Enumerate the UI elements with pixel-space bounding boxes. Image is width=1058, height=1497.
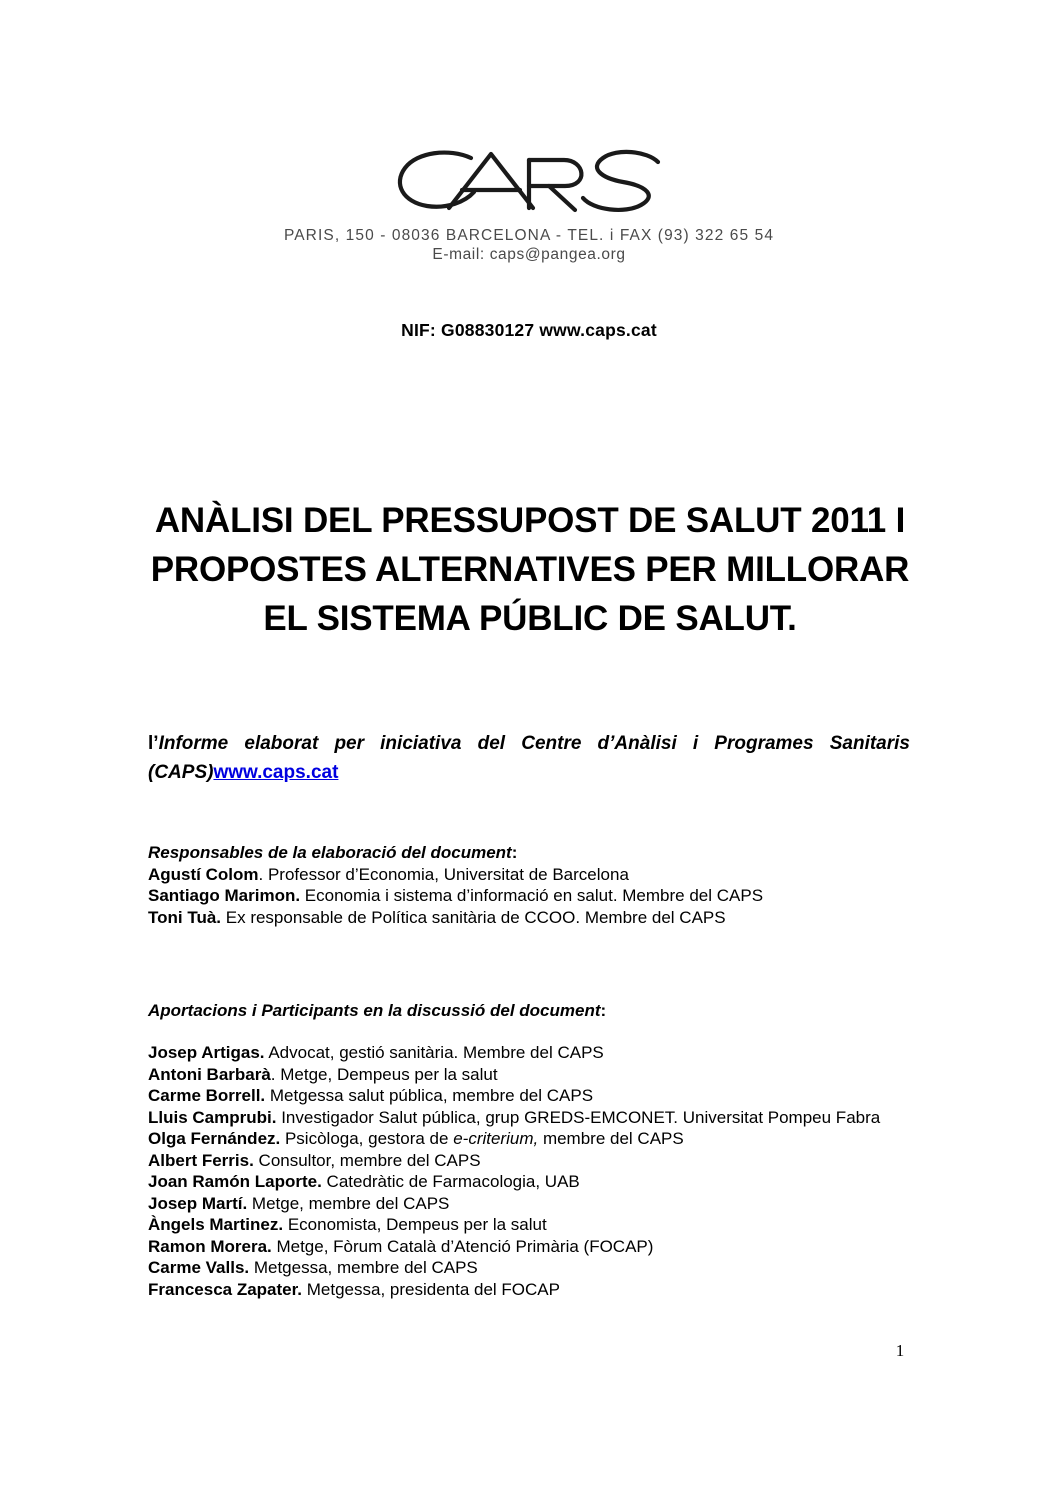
address-line-1: PARIS, 150 - 08036 BARCELONA - TEL. i FAX (93) 322 65 54 — [283, 227, 775, 244]
page-number: 1 — [895, 1341, 905, 1360]
list-item — [148, 1107, 928, 1129]
person-name: Olga Fernández. — [148, 1129, 281, 1148]
list-item — [148, 907, 928, 929]
person-name: Francesca Zapater. — [148, 1279, 303, 1299]
aportacions-heading-text: Aportacions i Participants en la discussió del document — [148, 1001, 601, 1020]
person-description: Advocat, gestió sanitària. Membre del CAPS — [264, 1043, 604, 1062]
responsables-heading-text: Responsables de la elaboració del document — [148, 843, 512, 862]
subtitle-organization: Centre d’Anàlisi i Programes Sanitaris (CAPS) — [148, 733, 910, 783]
caps-logo — [379, 138, 679, 218]
list-item — [148, 885, 928, 907]
list-item — [148, 1257, 928, 1279]
subtitle-text: Informe elaborat per iniciativa del — [158, 733, 522, 754]
person-description: Metgessa, presidenta del FOCAP — [302, 1279, 560, 1299]
person-description: Metge, membre del CAPS — [247, 1193, 450, 1213]
person-name: Josep Martí. — [148, 1193, 248, 1213]
person-description: . Metge, Dempeus per la salut — [270, 1064, 498, 1084]
subtitle-lead: l’ — [148, 733, 159, 754]
list-item — [148, 1171, 928, 1193]
list-item — [148, 864, 928, 886]
person-description: . Professor d’Economia, Universitat de Barcelona — [258, 864, 629, 884]
person-description-cont: membre del CAPS — [538, 1129, 684, 1148]
letterhead — [0, 138, 1058, 264]
list-item — [148, 1193, 928, 1215]
person-name: Joan Ramón Laporte. — [148, 1172, 322, 1191]
list-item — [148, 1064, 928, 1086]
person-description: Economista, Dempeus per la salut — [283, 1215, 547, 1234]
person-description: Metgessa, membre del CAPS — [249, 1258, 478, 1277]
aportacions-heading — [148, 1000, 928, 1022]
person-description: Metge, Fòrum Català d’Atenció Primària (FOCAP) — [271, 1236, 654, 1256]
page-title: ANÀLISI DEL PRESSUPOST DE SALUT 2011 I PROPOSTES ALTERNATIVES PER MILLORAR EL SISTEMA PÚBLIC DE SALUT. — [150, 501, 910, 639]
list-item — [148, 1236, 928, 1258]
responsables-heading — [148, 842, 928, 864]
list-item — [148, 1214, 928, 1236]
address-line-2: E-mail: caps@pangea.org — [432, 246, 626, 263]
person-name: Àngels Martinez. — [148, 1215, 284, 1234]
nif-line: NIF: G08830127 www.caps.cat — [401, 320, 657, 340]
list-item — [148, 1150, 928, 1172]
person-description: Investigador Salut pública, grup GREDS-EMCONET. Universitat Pompeu Fabra — [276, 1107, 881, 1127]
person-description: Consultor, membre del CAPS — [253, 1150, 481, 1170]
aportacions-heading-wrap — [148, 1000, 928, 1022]
person-name: Ramon Morera. — [148, 1236, 272, 1256]
caps-website-link[interactable]: www.caps.cat — [213, 762, 339, 783]
subtitle-paragraph — [148, 729, 910, 787]
person-name: Josep Artigas. — [148, 1043, 265, 1062]
list-item — [148, 1042, 928, 1064]
person-name: Santiago Marimon. — [148, 886, 301, 905]
person-description-italic: e-criterium, — [453, 1129, 539, 1148]
list-item — [148, 1085, 928, 1107]
person-description: Ex responsable de Política sanitària de CCOO. Membre del CAPS — [221, 907, 726, 927]
list-item — [148, 1279, 928, 1301]
person-name: Toni Tuà. — [148, 907, 222, 927]
aportacions-heading-colon: : — [600, 1001, 607, 1020]
person-name: Carme Borrell. — [148, 1086, 266, 1105]
aportacions-section — [148, 1042, 928, 1300]
person-description: Psicòloga, gestora de — [280, 1129, 454, 1148]
person-description: Catedràtic de Farmacologia, UAB — [321, 1172, 580, 1191]
person-name: Albert Ferris. — [148, 1150, 254, 1170]
person-description: Economia i sistema d’informació en salut. Membre del CAPS — [300, 886, 764, 905]
list-item — [148, 1128, 928, 1150]
letterhead-address — [0, 226, 1058, 264]
person-name: Agustí Colom — [148, 864, 259, 884]
person-name: Antoni Barbarà — [148, 1064, 271, 1084]
person-name: Carme Valls. — [148, 1258, 250, 1277]
person-description: Metgessa salut pública, membre del CAPS — [265, 1086, 594, 1105]
responsables-heading-colon: : — [511, 843, 518, 862]
person-name: Lluis Camprubi. — [148, 1107, 277, 1127]
responsables-section — [148, 842, 928, 928]
